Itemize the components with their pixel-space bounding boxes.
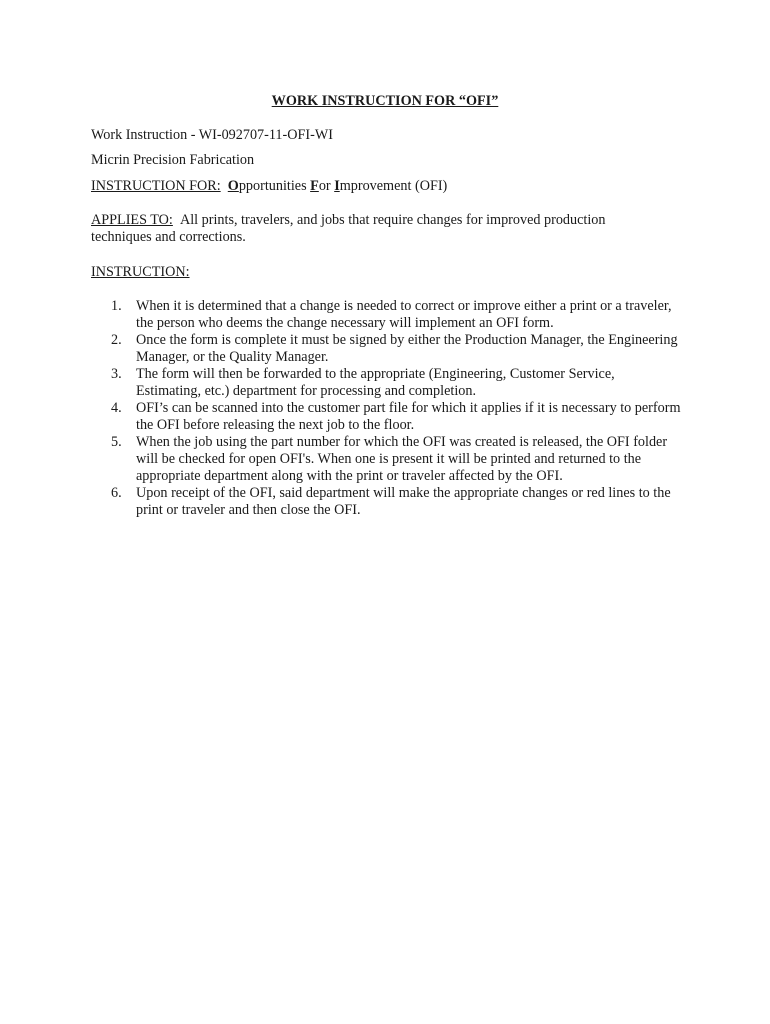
step-number: 1. xyxy=(111,298,122,314)
step-number: 3. xyxy=(111,366,122,382)
acronym-word-for: or xyxy=(318,178,335,194)
acronym-word-opportunities: pportunities xyxy=(238,178,311,194)
list-item xyxy=(91,366,681,400)
step-text: When it is determined that a change is needed to correct or improve either a print or a traveler, the person who deems the change necessary will implement an OFI form. xyxy=(136,298,672,331)
list-item xyxy=(91,298,681,332)
step-text: When the job using the part number for which the OFI was created is released, the OFI folder will be checked for open OFI's. When one is present it will be printed and returned to the appropriate department along with the print or traveler affected by the OFI. xyxy=(136,434,668,484)
acronym-word-improvement: mprovement (OFI) xyxy=(339,178,448,194)
step-number: 6. xyxy=(111,485,122,501)
instruction-for-line xyxy=(91,178,447,195)
document-title: WORK INSTRUCTION FOR “OFI” xyxy=(271,93,499,109)
company-name: Micrin Precision Fabrication xyxy=(91,152,255,168)
list-item xyxy=(91,485,681,519)
list-item xyxy=(91,332,681,366)
applies-to-label: APPLIES TO: xyxy=(91,212,173,228)
list-item xyxy=(91,400,681,434)
step-text: Upon receipt of the OFI, said department will make the appropriate changes or red lines to the print or traveler and then close the OFI. xyxy=(136,485,671,518)
acronym-letter-o: O xyxy=(227,178,239,194)
step-text: OFI’s can be scanned into the customer part file for which it applies if it is necessary to perform the OFI before releasing the next job to the floor. xyxy=(136,400,681,433)
step-number: 2. xyxy=(111,332,122,348)
step-number: 4. xyxy=(111,400,122,416)
instruction-steps-list xyxy=(91,298,681,519)
work-instruction-id: Work Instruction - WI-092707-11-OFI-WI xyxy=(91,127,333,143)
step-text: The form will then be forwarded to the appropriate (Engineering, Customer Service, Estimating, etc.) department for processing and completion. xyxy=(136,366,615,399)
acronym-letter-i: I xyxy=(334,178,340,194)
applies-to-paragraph xyxy=(91,212,651,246)
step-number: 5. xyxy=(111,434,122,450)
instruction-heading: INSTRUCTION: xyxy=(91,264,190,280)
acronym-letter-f: F xyxy=(310,178,319,194)
instruction-for-label: INSTRUCTION FOR: xyxy=(91,178,221,194)
applies-to-text: All prints, travelers, and jobs that require changes for improved production techniques and corrections. xyxy=(91,212,606,245)
list-item xyxy=(91,434,681,485)
step-text: Once the form is complete it must be signed by either the Production Manager, the Engineering Manager, or the Quality Manager. xyxy=(136,332,678,365)
